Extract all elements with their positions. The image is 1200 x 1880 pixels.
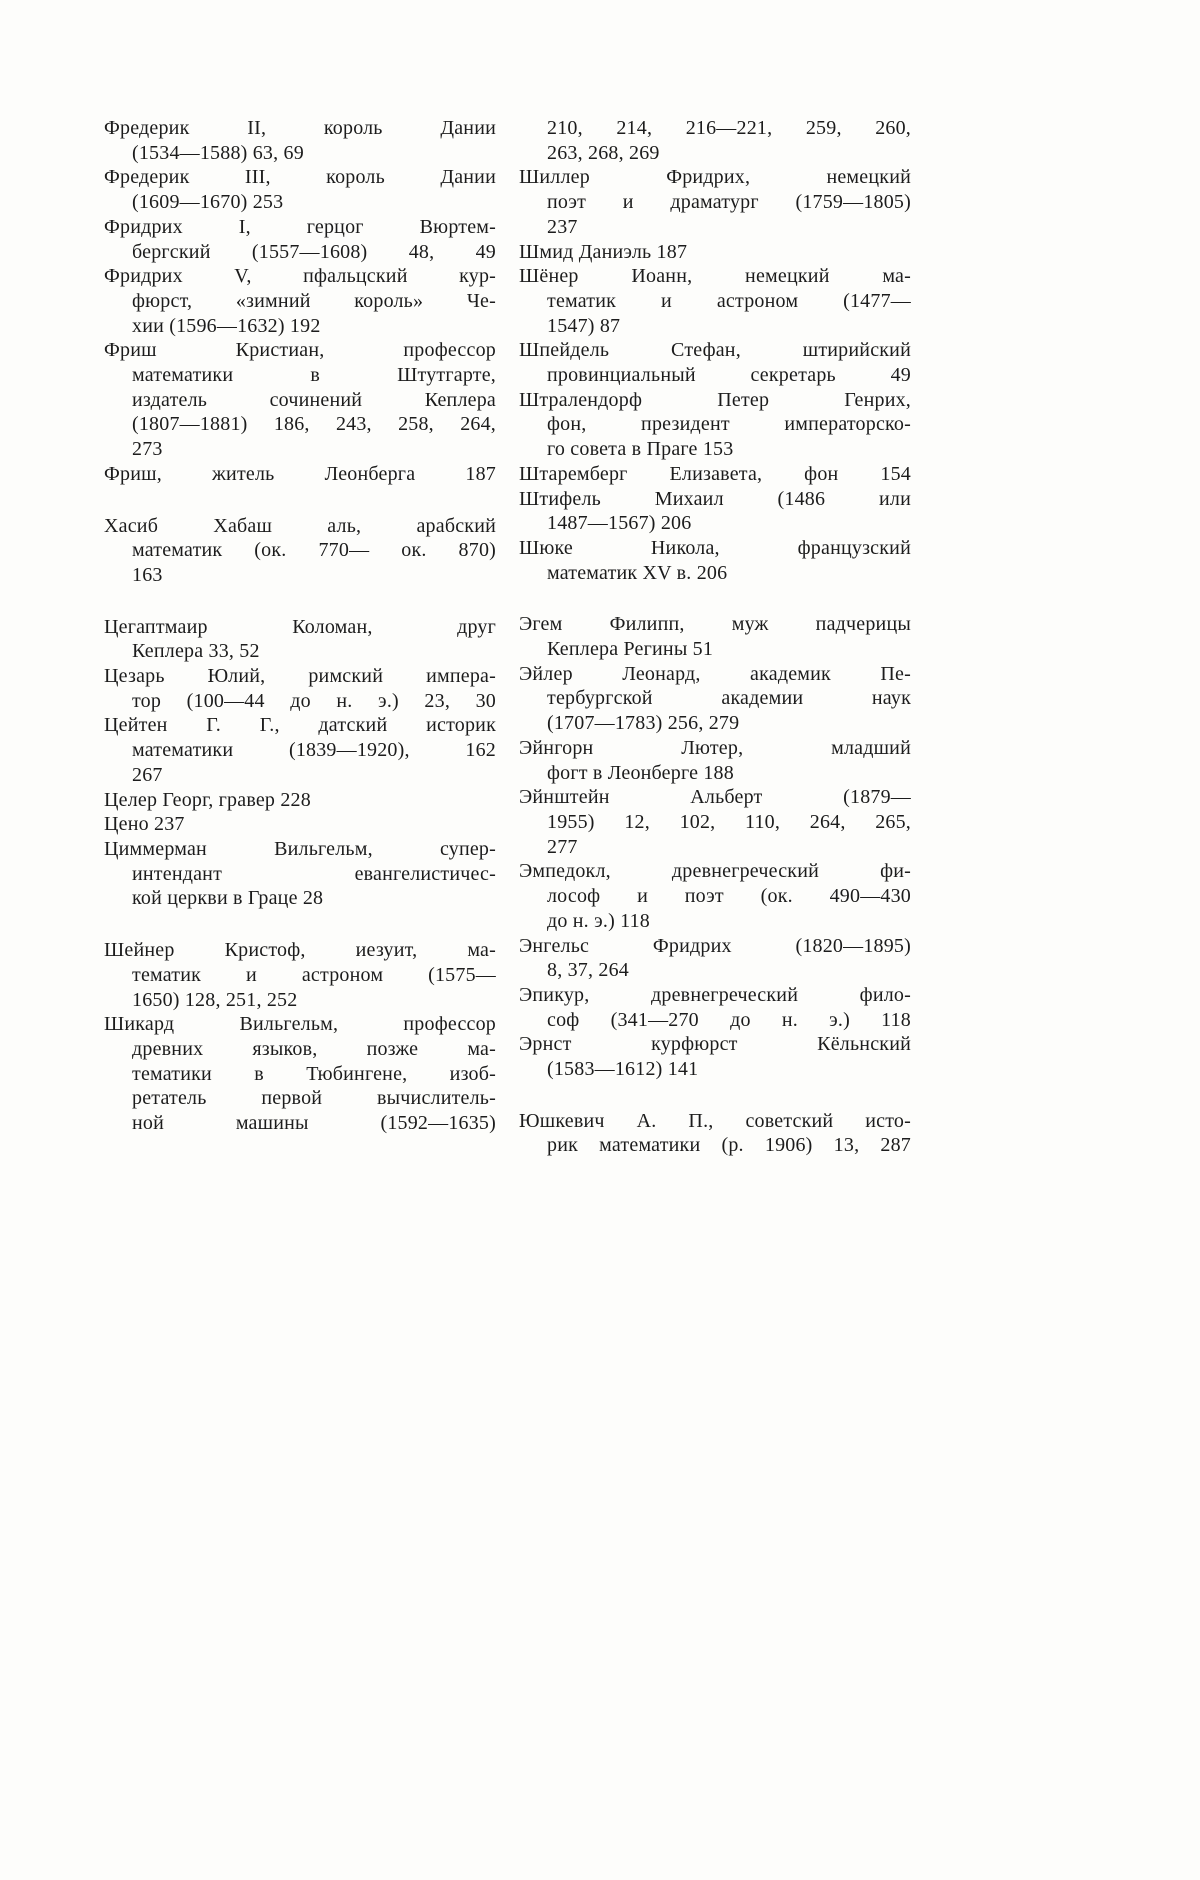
index-entry-line: до н. э.) 118 xyxy=(547,909,650,932)
index-entry-line: Циммерман Вильгельм, супер- xyxy=(104,837,496,860)
index-entry-line: Фриш Кристиан, профессор xyxy=(104,339,496,362)
index-entry-line: 237 xyxy=(547,215,578,238)
index-entry xyxy=(519,934,911,983)
index-entry-line: Шпейдель Стефан, штирийский xyxy=(519,339,911,362)
index-entry-line: (1807—1881) 186, 243, 258, 264, xyxy=(132,413,496,436)
index-entry xyxy=(519,487,911,536)
index-entry xyxy=(519,462,911,487)
index-entry-line: лософ и поэт (ок. 490—430 xyxy=(547,885,911,908)
index-entry-line: Штифель Михаил (1486 или xyxy=(519,487,911,510)
index-entry-line: математики (1839—1920), 162 xyxy=(132,739,496,762)
index-entry-line: 1650) 128, 251, 252 xyxy=(132,988,298,1011)
index-entry xyxy=(104,215,496,264)
index-entry-line: Цейтен Г. Г., датский историк xyxy=(104,714,496,737)
index-entry xyxy=(104,615,496,664)
index-entry xyxy=(519,536,911,585)
index-entry-line: ной машины (1592—1635) xyxy=(132,1112,496,1135)
index-entry-line: фюрст, «зимний король» Че- xyxy=(132,289,496,312)
index-entry-line: Фриш, житель Леонберга 187 xyxy=(104,462,496,485)
index-entry-line: бергский (1557—1608) 48, 49 xyxy=(132,240,496,263)
index-entry-line: тематик и астроном (1575— xyxy=(132,963,496,986)
index-entry-line: математик (ок. 770— ок. 870) xyxy=(132,539,496,562)
index-entry-line: математики в Штутгарте, xyxy=(132,364,496,387)
index-entry-line: Цезарь Юлий, римский импера- xyxy=(104,665,496,688)
index-entry xyxy=(519,116,911,165)
index-letter-group xyxy=(104,514,496,588)
index-entry xyxy=(104,837,496,911)
index-letter-group xyxy=(519,116,911,585)
index-entry-line: математик XV в. 206 xyxy=(547,561,728,584)
index-entry-line: Шиллер Фридрих, немецкий xyxy=(519,166,911,189)
index-entry-line: тербургской академии наук xyxy=(547,687,911,710)
index-entry xyxy=(519,736,911,785)
index-entry-line: (1609—1670) 253 xyxy=(132,191,284,214)
index-letter-group xyxy=(104,116,496,487)
index-entry-line: Шикард Вильгельм, профессор xyxy=(104,1013,496,1036)
index-entry-line: Эгем Филипп, муж падчерицы xyxy=(519,613,911,636)
index-entry xyxy=(519,983,911,1032)
index-entry xyxy=(519,338,911,387)
index-entry-line: фогт в Леонберге 188 xyxy=(547,761,734,784)
index-entry xyxy=(104,713,496,787)
index-entry xyxy=(519,612,911,661)
index-entry-line: Эмпедокл, древнегреческий фи- xyxy=(519,860,911,883)
index-entry xyxy=(104,338,496,462)
index-entry xyxy=(104,788,496,813)
index-entry xyxy=(104,165,496,214)
index-entry xyxy=(519,785,911,859)
index-entry-line: Эйнштейн Альберт (1879— xyxy=(519,786,911,809)
index-entry-line: 210, 214, 216—221, 259, 260, xyxy=(547,117,911,139)
index-entry-line: 1547) 87 xyxy=(547,314,621,337)
index-entry-line: Шмид Даниэль 187 xyxy=(519,240,688,263)
index-entry-line: Штралендорф Петер Генрих, xyxy=(519,388,911,411)
index-entry-line: го совета в Праге 153 xyxy=(547,438,734,461)
index-entry xyxy=(519,165,911,239)
index-entry-line: провинциальный секретарь 49 xyxy=(547,364,911,387)
index-entry-line: Штаремберг Елизавета, фон 154 xyxy=(519,462,911,485)
index-entry-line: Шёнер Иоанн, немецкий ма- xyxy=(519,265,911,288)
index-entry-line: Цегаптмаир Коломан, друг xyxy=(104,615,496,638)
index-entry-line: хии (1596—1632) 192 xyxy=(132,314,321,337)
index-letter-group xyxy=(104,938,496,1136)
index-entry-line: Эйлер Леонард, академик Пе- xyxy=(519,662,911,685)
index-entry xyxy=(519,1109,911,1158)
index-entry-line: 1955) 12, 102, 110, 264, 265, xyxy=(547,810,911,833)
index-entry xyxy=(104,812,496,837)
index-entry-line: Эрнст курфюрст Кёльнский xyxy=(519,1033,911,1056)
index-entry xyxy=(104,264,496,338)
index-entry xyxy=(519,240,911,265)
index-column-right xyxy=(519,116,911,1158)
index-entry xyxy=(519,388,911,462)
index-entry xyxy=(519,662,911,736)
index-entry-line: (1707—1783) 256, 279 xyxy=(547,712,740,735)
index-entry-line: тематик и астроном (1477— xyxy=(547,289,911,312)
index-entry-line: 1487—1567) 206 xyxy=(547,512,692,535)
index-entry-line: Кеплера Регины 51 xyxy=(547,638,714,661)
index-entry-line: Фридрих V, пфальцский кур- xyxy=(104,265,496,288)
index-entry-line: кой церкви в Граце 28 xyxy=(132,887,324,910)
index-entry-line: фон, президент императорско- xyxy=(547,413,911,436)
index-entry-line: 267 xyxy=(132,763,163,786)
index-entry-line: (1534—1588) 63, 69 xyxy=(132,141,304,164)
index-entry-line: Юшкевич А. П., советский исто- xyxy=(519,1109,911,1132)
index-entry-line: (1583—1612) 141 xyxy=(547,1058,699,1081)
index-column-left xyxy=(104,116,496,1136)
index-entry xyxy=(519,859,911,933)
index-entry-line: Эйнгорн Лютер, младший xyxy=(519,736,911,759)
index-entry-line: Кеплера 33, 52 xyxy=(132,640,260,663)
index-entry-line: 273 xyxy=(132,438,163,461)
index-entry-line: Цено 237 xyxy=(104,813,185,836)
index-entry-line: тематики в Тюбингене, изоб- xyxy=(132,1062,496,1085)
index-entry xyxy=(519,264,911,338)
index-entry xyxy=(104,462,496,487)
index-entry-line: древних языков, позже ма- xyxy=(132,1037,496,1060)
index-entry-line: Фридрих I, герцог Вюртем- xyxy=(104,215,496,238)
index-entry-line: Шейнер Кристоф, иезуит, ма- xyxy=(104,939,496,962)
index-entry-line: Эпикур, древнегреческий фило- xyxy=(519,983,911,1006)
index-entry-line: Хасиб Хабаш аль, арабский xyxy=(104,514,496,537)
index-entry-line: интендант евангелистичес- xyxy=(132,862,496,885)
index-entry-line: издатель сочинений Кеплера xyxy=(132,388,496,411)
index-entry-line: Фредерик III, король Дании xyxy=(104,166,496,189)
index-entry-line: 163 xyxy=(132,563,163,586)
index-entry xyxy=(519,1032,911,1081)
index-entry-line: Энгельс Фридрих (1820—1895) xyxy=(519,934,911,957)
index-entry-line: 8, 37, 264 xyxy=(547,959,629,982)
index-letter-group xyxy=(519,612,911,1081)
index-entry xyxy=(104,116,496,165)
index-entry xyxy=(104,664,496,713)
index-letter-group xyxy=(104,615,496,911)
index-entry-line: рик математики (р. 1906) 13, 287 xyxy=(547,1134,911,1157)
index-entry-line: поэт и драматург (1759—1805) xyxy=(547,191,911,214)
index-entry-line: ретатель первой вычислитель- xyxy=(132,1087,496,1110)
index-entry-line: тор (100—44 до н. э.) 23, 30 xyxy=(132,689,496,712)
index-entry-line: 263, 268, 269 xyxy=(547,141,660,164)
index-entry-line: соф (341—270 до н. э.) 118 xyxy=(547,1008,911,1031)
index-entry xyxy=(104,938,496,1012)
index-entry xyxy=(104,514,496,588)
index-entry xyxy=(104,1012,496,1136)
index-entry-line: Целер Георг, гравер 228 xyxy=(104,788,311,811)
index-entry-line: Шюке Никола, французский xyxy=(519,536,911,559)
index-letter-group xyxy=(519,1109,911,1158)
index-entry-line: Фредерик II, король Дании xyxy=(104,117,496,139)
index-entry-line: 277 xyxy=(547,835,578,858)
